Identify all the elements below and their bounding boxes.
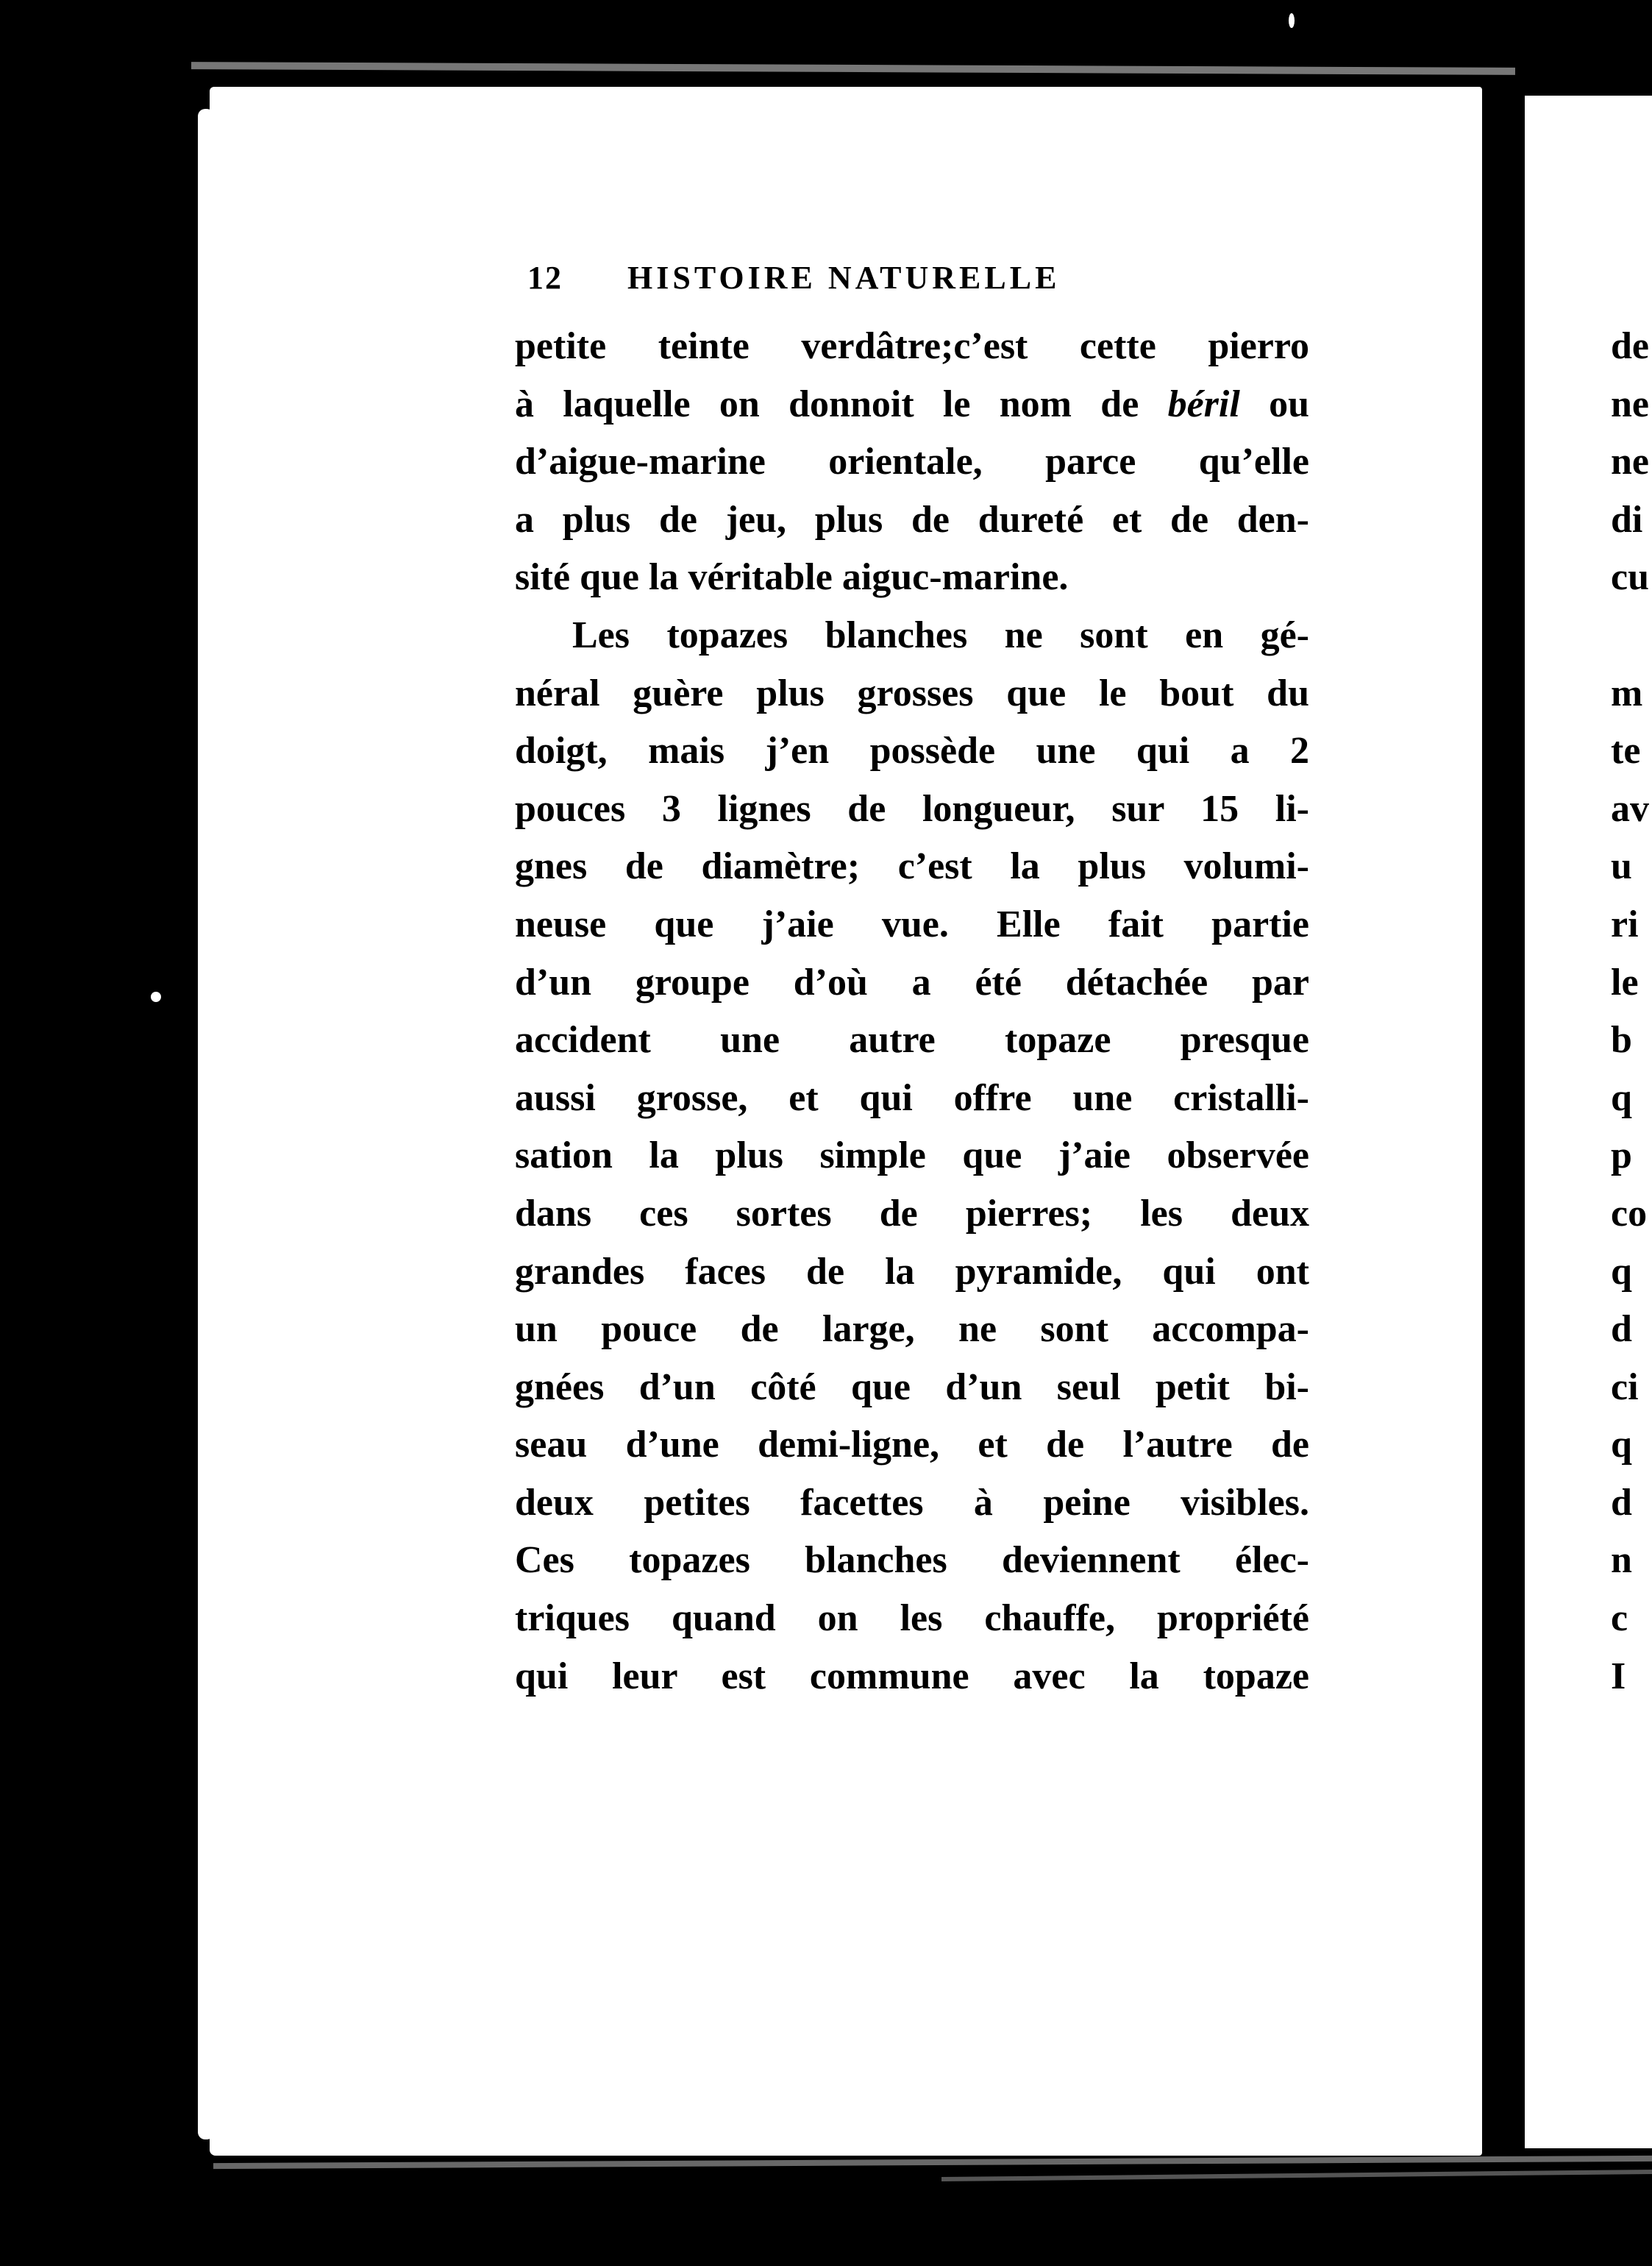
- facing-page-fragment: co: [1611, 1192, 1648, 1235]
- facing-page-fragment: q: [1611, 1424, 1632, 1466]
- facing-page-fragment: le: [1611, 961, 1639, 1004]
- italic-word: béril: [1167, 383, 1240, 425]
- text-line: [515, 1648, 1309, 1706]
- facing-page-fragment: te: [1611, 730, 1641, 772]
- text-line: [515, 318, 1309, 376]
- facing-page-text-fragments: [1611, 318, 1652, 1705]
- facing-page-fragment: u: [1611, 845, 1632, 888]
- scan-speck: [151, 992, 161, 1002]
- text-line: [515, 1070, 1309, 1128]
- facing-page-fragment: ci: [1611, 1365, 1639, 1408]
- book-gutter: [1482, 88, 1525, 2156]
- facing-page-fragment: q: [1611, 1076, 1632, 1119]
- text-line: [515, 1532, 1309, 1590]
- facing-page-fragment: I: [1611, 1655, 1626, 1697]
- text-segment: d’un groupe d’où a été détachée par: [515, 961, 1309, 1004]
- text-segment: qui leur est commune avec la topaze: [515, 1655, 1309, 1697]
- facing-page-fragment: [1611, 607, 1652, 665]
- page-bottom-edge-secondary: [941, 2170, 1652, 2181]
- facing-page-fragment: d: [1611, 1481, 1632, 1524]
- facing-page-fragment: m: [1611, 672, 1643, 714]
- text-segment: aussi grosse, et qui offre une cristalli-: [515, 1076, 1309, 1119]
- text-line: [515, 491, 1309, 550]
- text-line: [515, 549, 1309, 607]
- text-segment: grandes faces de la pyramide, qui ont: [515, 1250, 1309, 1293]
- text-segment: néral guère plus grosses que le bout du: [515, 672, 1309, 714]
- text-line: [515, 1185, 1309, 1243]
- text-line: [515, 1127, 1309, 1185]
- text-line: [515, 607, 1309, 665]
- facing-page-fragment: cu: [1611, 556, 1649, 599]
- page-bottom-edge: [213, 2156, 1652, 2169]
- text-segment: accident une autre topaze presque: [515, 1019, 1309, 1062]
- facing-page-fragment: n: [1611, 1539, 1632, 1582]
- text-segment: triques quand on les chauffe, propriété: [515, 1597, 1309, 1640]
- text-segment: seau d’une demi-ligne, et de l’autre de: [515, 1424, 1309, 1466]
- text-segment: d’aigue-marine orientale, parce qu’elle: [515, 441, 1309, 483]
- text-line: [515, 433, 1309, 491]
- text-line: [515, 665, 1309, 723]
- facing-page-fragment: c: [1611, 1597, 1628, 1640]
- text-segment: sation la plus simple que j’aie observée: [515, 1134, 1309, 1177]
- running-head: [527, 259, 1263, 303]
- text-segment: à laquelle on donnoit le nom de: [515, 383, 1168, 425]
- text-line: [515, 722, 1309, 781]
- page-top-edge: [191, 62, 1515, 75]
- running-head-title: HISTOIRE NATURELLE: [627, 260, 1061, 296]
- text-segment: un pouce de large, ne sont accompa-: [515, 1308, 1309, 1351]
- text-line: [515, 896, 1309, 954]
- text-line: [515, 376, 1309, 434]
- facing-page-fragment: b: [1611, 1019, 1632, 1062]
- text-segment: petite teinte verdâtre;c’est cette pierro: [515, 325, 1309, 367]
- text-segment: gnes de diamètre; c’est la plus volumi-: [515, 845, 1309, 888]
- text-segment: deux petites facettes à peine visibles.: [515, 1481, 1309, 1524]
- text-segment: dans ces sortes de pierres; les deux: [515, 1192, 1309, 1235]
- facing-page-fragment: de: [1611, 325, 1649, 367]
- facing-page-fragment: p: [1611, 1134, 1632, 1177]
- facing-page-fragment: ne: [1611, 383, 1649, 425]
- text-line: [515, 1474, 1309, 1532]
- page-number: 12: [527, 260, 563, 296]
- facing-page-fragment: q: [1611, 1250, 1632, 1293]
- text-segment: neuse que j’aie vue. Elle fait partie: [515, 903, 1309, 945]
- text-segment: ou: [1239, 383, 1309, 425]
- text-segment: pouces 3 lignes de longueur, sur 15 li-: [515, 787, 1309, 830]
- body-text: [515, 318, 1309, 1705]
- scan-speck: [1289, 13, 1295, 28]
- text-line: [515, 1359, 1309, 1417]
- text-line: [515, 954, 1309, 1012]
- text-segment: gnées d’un côté que d’un seul petit bi-: [515, 1365, 1309, 1408]
- text-line: [515, 1243, 1309, 1301]
- facing-page-fragment: ri: [1611, 903, 1639, 945]
- text-segment: doigt, mais j’en possède une qui a 2: [515, 730, 1309, 772]
- text-segment: Ces topazes blanches deviennent élec-: [515, 1539, 1309, 1582]
- text-line: [515, 1416, 1309, 1474]
- text-line: [515, 1590, 1309, 1648]
- facing-page-fragment: di: [1611, 498, 1643, 541]
- text-segment: sité que la véritable aiguc-marine.: [515, 556, 1069, 599]
- text-line: [515, 1012, 1309, 1070]
- text-segment: a plus de jeu, plus de dureté et de den-: [515, 498, 1309, 541]
- text-segment: Les topazes blanches ne sont en gé-: [572, 614, 1309, 656]
- text-line: [515, 838, 1309, 896]
- text-line: [515, 1301, 1309, 1359]
- facing-page-fragment: d: [1611, 1308, 1632, 1351]
- facing-page-fragment: av: [1611, 787, 1649, 830]
- facing-page-fragment: ne: [1611, 441, 1649, 483]
- text-line: [515, 781, 1309, 839]
